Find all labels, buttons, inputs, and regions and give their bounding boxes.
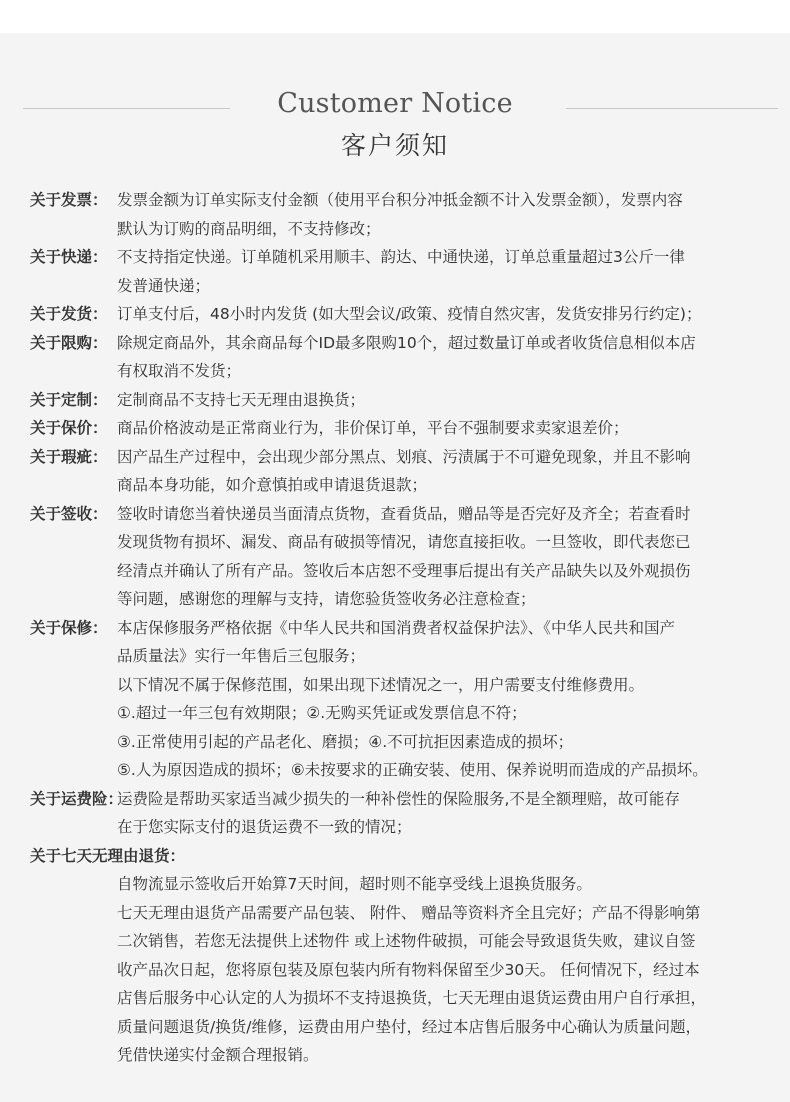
section-line: 店售后服务中心认定的人为损坏不支持退换货，七天无理由退货运费由用户自行承担， [117,989,707,1007]
section-line: 不支持指定快递。订单随机采用顺丰、韵达、中通快递，订单总重量超过3公斤一律 [117,248,685,266]
section-line: 二次销售，若您无法提供上述物件 或上述物件破损，可能会导致退货失败，建议自签 [117,932,696,950]
section-body [117,386,782,415]
section-line: 以下情况不属于保修范围，如果出现下述情况之一，用户需要支付维修费用。 [117,675,645,694]
section-line: 商品价格波动是正常商业行为，非价保订单，平台不强制要求卖家退差价； [117,419,629,437]
section-line: 等问题，感谢您的理解与支持，请您验货签收务必注意检查； [117,590,536,608]
section-line: 商品本身功能，如介意慎拍或申请退货退款； [117,476,428,494]
notice-section [30,243,782,300]
section-line: 发现货物有损坏、漏发、商品有破损等情况，请您直接拒收。一旦签收，即代表您已 [117,533,691,551]
notice-section [30,329,782,386]
section-body [117,443,782,500]
section-line: 有权取消不发货； [117,362,242,380]
section-line: 收产品次日起，您将原包装及原包装内所有物料保留至少30天。 任何情况下，经过本 [117,960,700,979]
section-body [117,870,782,1070]
notice-section [30,300,782,329]
top-strip [0,0,790,33]
notice-section [30,785,782,842]
section-label: 关于发货： [30,305,108,323]
notice-header [0,88,790,168]
section-line: 定制商品不支持七天无理由退换货； [117,390,366,409]
section-body [117,785,782,842]
title-chinese: 客户须知 [340,131,449,160]
section-line: 经清点并确认了所有产品。签收后本店恕不受理事后提出有关产品缺失以及外观损伤 [117,561,691,580]
section-line: 自物流显示签收后开始算7天时间，超时则不能享受线上退换货服务。 [117,875,592,893]
section-line: 发票金额为订单实际支付金额（使用平台积分冲抵金额不计入发票金额），发票内容 [117,191,683,209]
section-line: 质量问题退货/换货/维修，运费由用户垫付，经过本店售后服务中心确认为质量问题， [117,1017,701,1036]
section-label: 关于限购： [30,333,108,352]
section-body [117,186,782,243]
section-line: 签收时请您当着快递员当面清点货物，查看货品，赠品等是否完好及齐全；若查看时 [117,504,691,523]
title-english: Customer Notice [277,88,513,119]
section-line: 七天无理由退货产品需要产品包装、 附件、 赠品等资料齐全且完好；产品不得影响第 [117,903,701,922]
section-line: 除规定商品外，其余商品每个ID最多限购10个，超过数量订单或者收货信息相似本店 [117,333,696,352]
section-line: ⑤.人为原因造成的损坏；⑥未按要求的正确安装、使用、保养说明而造成的产品损坏。 [117,761,708,779]
notice-section [30,443,782,500]
notice-section [30,186,782,243]
section-line: 默认为订购的商品明细，不支持修改； [117,219,381,238]
section-line: 订单支付后，48小时内发货 (如大型会议/政策、疫情自然灾害，发货安排另行约定)； [117,305,702,323]
notice-section [30,386,782,415]
section-line: 因产品生产过程中，会出现少部分黑点、划痕、污渍属于不可避免现象，并且不影响 [117,447,691,466]
section-label: 关于瑕疵： [30,447,108,466]
section-body [117,300,782,329]
section-label: 关于七天无理由退货： [30,846,186,865]
notice-section [30,614,782,785]
section-body [117,414,782,443]
notice-section [30,842,782,1070]
section-body [117,243,782,300]
section-body [117,500,782,614]
section-label: 关于快递： [30,248,108,266]
section-body [117,614,782,785]
notice-section [30,414,782,443]
section-line: 品质量法》实行一年售后三包服务； [117,647,366,665]
section-label: 关于运费险： [30,789,124,808]
section-line: ③.正常使用引起的产品老化、磨损；④.不可抗拒因素造成的损坏； [117,732,574,751]
section-line: 在于您实际支付的退货运费不一致的情况； [117,818,412,836]
section-label: 关于定制： [30,390,108,409]
section-line: 本店保修服务严格依据《中华人民共和国消费者权益保护法》、《中华人民共和国产 [117,618,676,637]
section-line: 运费险是帮助买家适当减少损失的一种补偿性的保险服务,不是全额理赔，故可能存 [117,789,680,808]
section-body [117,329,782,386]
notice-section [30,500,782,614]
section-label: 关于保价： [30,419,108,437]
section-label: 关于签收： [30,504,108,523]
section-line: ①.超过一年三包有效期限；②.无购买凭证或发票信息不符； [117,704,527,722]
section-line: 凭借快递实付金额合理报销。 [117,1046,319,1064]
section-label: 关于保修： [30,618,108,637]
notice-content [30,186,782,1070]
section-label: 关于发票： [30,191,108,209]
section-line: 发普通快递； [117,276,211,295]
